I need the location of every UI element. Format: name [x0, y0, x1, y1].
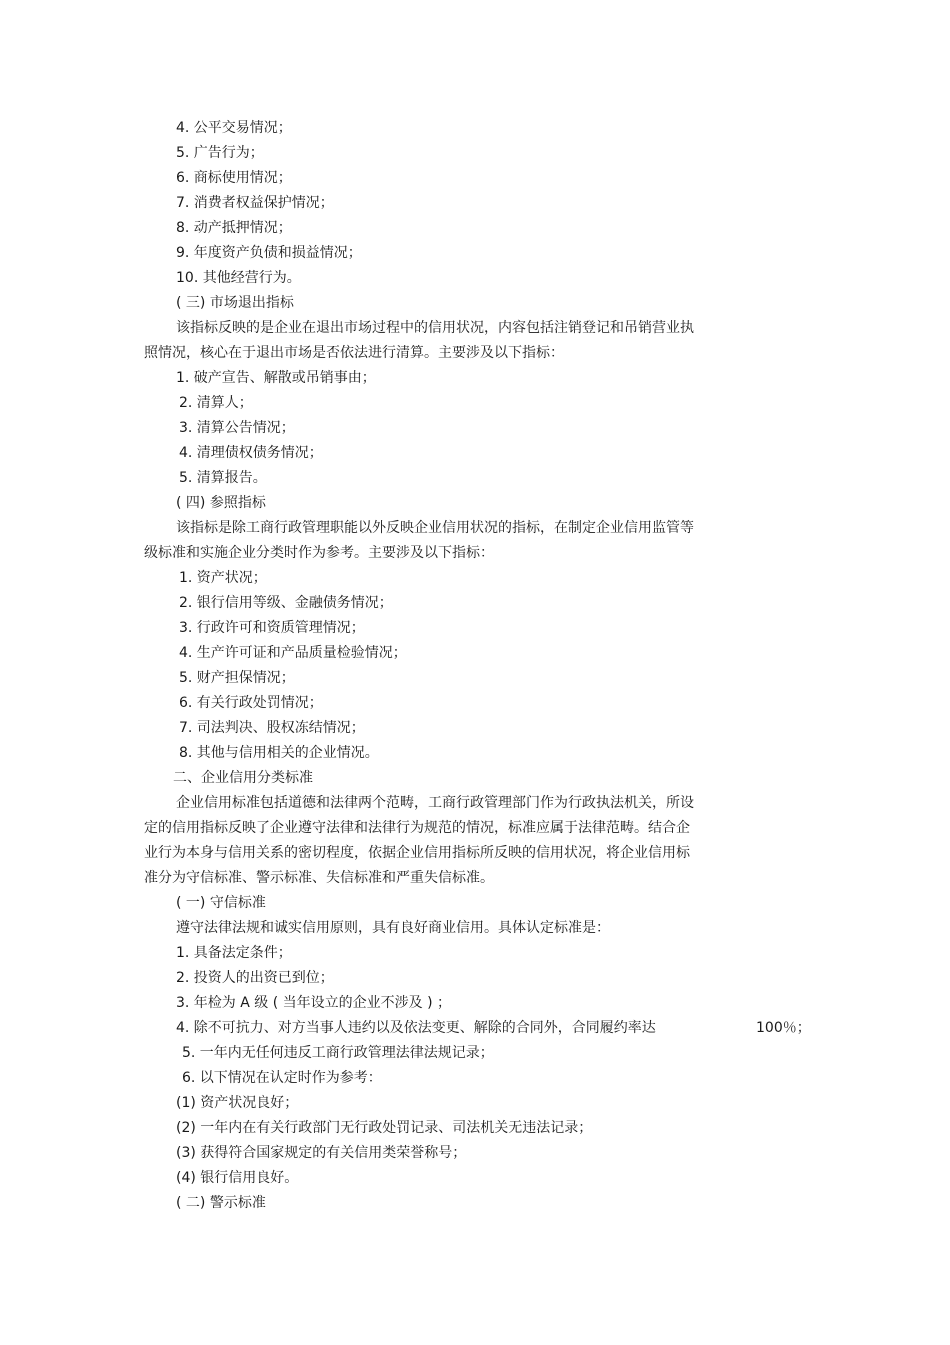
list-item: 4. 公平交易情况； [176, 120, 292, 136]
list-item: (2) 一年内在有关行政部门无行政处罚记录、司法机关无违法记录； [176, 1120, 593, 1136]
list-item: 4. 除不可抗力、对方当事人违约以及依法变更、解除的合同外，合同履约率达 [176, 1020, 656, 1036]
list-item: 5. 清算报告。 [179, 470, 267, 486]
list-item: 7. 司法判决、股权冻结情况； [179, 720, 365, 736]
list-item: 9. 年度资产负债和损益情况； [176, 245, 362, 261]
list-item: (1) 资产状况良好； [176, 1095, 299, 1111]
section-heading: ( 四) 参照指标 [176, 495, 266, 511]
paragraph-line: 定的信用指标反映了企业遵守法律和法律行为规范的情况，标准应属于法律范畴。结合企 [144, 820, 690, 836]
section-heading: ( 二) 警示标准 [176, 1195, 266, 1211]
list-item: 5. 财产担保情况； [179, 670, 295, 686]
list-item-value: 100％； [756, 1020, 811, 1036]
list-item: 3. 年检为 A 级 ( 当年设立的企业不涉及 ) ； [176, 995, 452, 1011]
list-item: 2. 投资人的出资已到位； [176, 970, 334, 986]
list-item: 2. 清算人； [179, 395, 253, 411]
list-item: (3) 获得符合国家规定的有关信用类荣誉称号； [176, 1145, 467, 1161]
list-item: 7. 消费者权益保护情况； [176, 195, 334, 211]
paragraph-line: 准分为守信标准、警示标准、失信标准和严重失信标准。 [144, 870, 494, 886]
list-item: 8. 动产抵押情况； [176, 220, 292, 236]
list-item: 1. 破产宣告、解散或吊销事由； [176, 370, 376, 386]
paragraph-line: 照情况，核心在于退出市场是否依法进行清算。主要涉及以下指标： [144, 345, 564, 361]
list-item: 4. 生产许可证和产品质量检验情况； [179, 645, 407, 661]
section-heading: 二、企业信用分类标准 [173, 770, 313, 786]
section-heading: ( 一) 守信标准 [176, 895, 266, 911]
list-item: 1. 具备法定条件； [176, 945, 292, 961]
list-item: 3. 行政许可和资质管理情况； [179, 620, 365, 636]
list-item: 5. 一年内无任何违反工商行政管理法律法规记录； [182, 1045, 494, 1061]
paragraph-line: 该指标是除工商行政管理职能以外反映企业信用状况的指标，在制定企业信用监管等 [176, 520, 694, 536]
paragraph-line: 该指标反映的是企业在退出市场过程中的信用状况，内容包括注销登记和吊销营业执 [176, 320, 694, 336]
list-item: 8. 其他与信用相关的企业情况。 [179, 745, 379, 761]
list-item: 1. 资产状况； [179, 570, 267, 586]
paragraph-line: 遵守法律法规和诚实信用原则，具有良好商业信用。具体认定标准是： [176, 920, 610, 936]
list-item: 10. 其他经营行为。 [176, 270, 301, 286]
list-item: 2. 银行信用等级、金融债务情况； [179, 595, 393, 611]
list-item: 6. 商标使用情况； [176, 170, 292, 186]
list-item: 5. 广告行为； [176, 145, 264, 161]
paragraph-line: 级标准和实施企业分类时作为参考。主要涉及以下指标： [144, 545, 494, 561]
paragraph-line: 业行为本身与信用关系的密切程度，依据企业信用指标所反映的信用状况，将企业信用标 [144, 845, 690, 861]
list-item: 6. 有关行政处罚情况； [179, 695, 323, 711]
paragraph-line: 企业信用标准包括道德和法律两个范畴，工商行政管理部门作为行政执法机关，所设 [176, 795, 694, 811]
list-item: 3. 清算公告情况； [179, 420, 295, 436]
list-item: 6. 以下情况在认定时作为参考： [182, 1070, 382, 1086]
list-item: 4. 清理债权债务情况； [179, 445, 323, 461]
section-heading: ( 三) 市场退出指标 [176, 295, 294, 311]
list-item: (4) 银行信用良好。 [176, 1170, 299, 1186]
